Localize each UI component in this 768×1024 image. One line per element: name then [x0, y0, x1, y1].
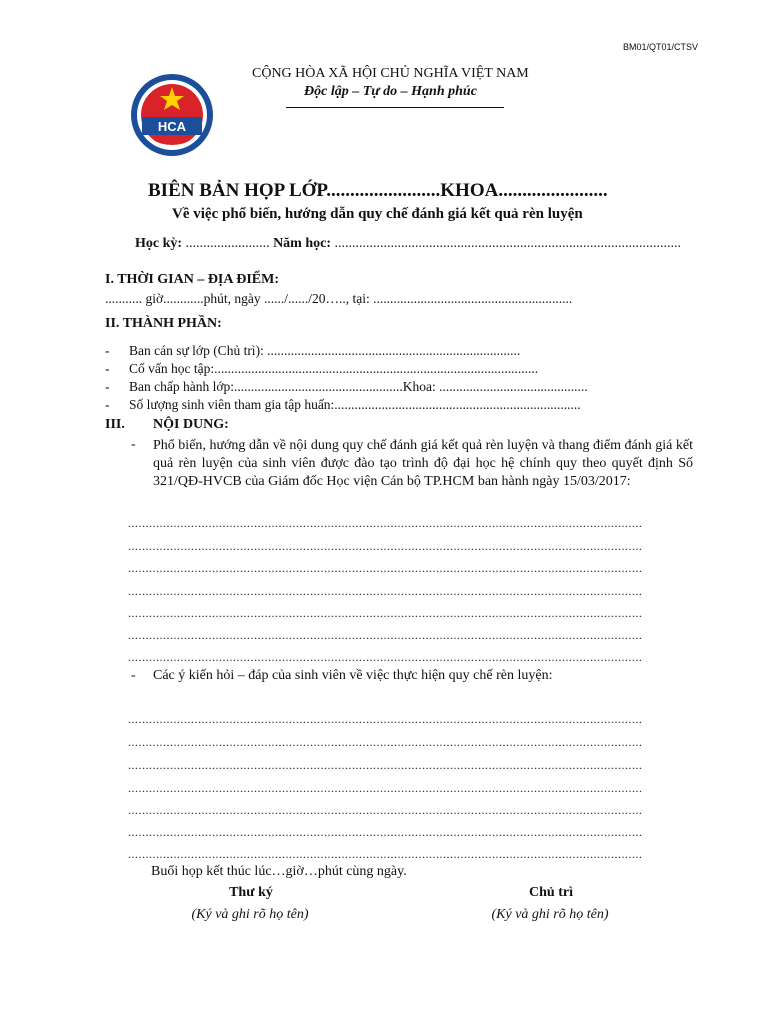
content-paragraph: Phổ biến, hướng dẫn về nội dung quy chế đánh giá kết quả rèn luyện và thang điểm đánh giá kết quả rèn luyện của sinh viên được đào tạo trình độ đại học hệ chính quy theo quyết định Số 321/QĐ-HVCB của Giám đốc Học viện Cán bộ TP.HCM ban hành ngày 15/03/2017:	[153, 438, 693, 489]
list-dash: -	[131, 668, 136, 683]
year-label: Năm học:	[273, 236, 331, 251]
document-title: BIÊN BẢN HỌP LỚP........................KHOA.......................	[148, 180, 608, 201]
term-field[interactable]: ........................	[182, 236, 274, 251]
closing-line: Buổi họp kết thúc lúc…giờ…phút cùng ngày.	[151, 864, 407, 879]
document-subtitle: Về việc phổ biến, hướng dẫn quy chế đánh giá kết quả rèn luyện	[172, 206, 583, 222]
semester-line	[135, 236, 681, 252]
national-motto: Độc lập – Tự do – Hạnh phúc	[304, 84, 477, 99]
participant-item	[105, 361, 539, 377]
year-field[interactable]: ...................................................................................................	[331, 236, 681, 251]
answer-line[interactable]: ...................................................................................................................................................	[128, 825, 643, 839]
nation-name: CỘNG HÒA XÃ HỘI CHỦ NGHĨA VIỆT NAM	[252, 66, 529, 81]
qa-heading: Các ý kiến hỏi – đáp của sinh viên về việc thực hiện quy chế rèn luyện:	[153, 668, 553, 683]
list-dash: -	[131, 437, 136, 452]
participant-text[interactable]: Ban cán sự lớp (Chủ trì): ...........................................................................	[129, 343, 521, 358]
chair-title: Chủ trì	[529, 885, 573, 900]
secretary-title: Thư ký	[229, 885, 273, 900]
answer-line[interactable]: ...................................................................................................................................................	[128, 539, 643, 553]
answer-line[interactable]: ...................................................................................................................................................	[128, 516, 643, 530]
time-place-line[interactable]: ........... giờ............phút, ngày ....../....../20….., tại: ...........................................................	[105, 291, 573, 306]
answer-line[interactable]: ...................................................................................................................................................	[128, 606, 643, 620]
participant-text[interactable]: Số lượng sinh viên tham gia tập huấn:.........................................................................	[129, 397, 581, 412]
participant-item	[105, 343, 521, 359]
answer-line[interactable]: ...................................................................................................................................................	[128, 650, 643, 664]
answer-line[interactable]: ...................................................................................................................................................	[128, 735, 643, 749]
answer-line[interactable]: ...................................................................................................................................................	[128, 847, 643, 861]
participant-text[interactable]: Ban chấp hành lớp:..................................................Khoa: ............................................	[129, 379, 588, 394]
form-code: BM01/QT01/CTSV	[622, 42, 698, 52]
list-dash: -	[105, 379, 110, 394]
answer-line[interactable]: ...................................................................................................................................................	[128, 584, 643, 598]
answer-line[interactable]: ...................................................................................................................................................	[128, 781, 643, 795]
secretary-signature	[176, 885, 326, 901]
list-dash: -	[105, 397, 110, 412]
term-label: Học kỳ:	[135, 236, 183, 251]
secretary-note: (Ký và ghi rõ họ tên)	[191, 907, 309, 922]
header-divider	[286, 107, 504, 108]
list-dash: -	[105, 343, 110, 358]
participant-item	[105, 379, 588, 395]
hca-logo-icon	[130, 73, 214, 157]
logo-text: HCA	[157, 119, 187, 134]
section-2-heading: II. THÀNH PHẦN:	[105, 316, 222, 331]
list-dash: -	[105, 361, 110, 376]
answer-line[interactable]: ...................................................................................................................................................	[128, 628, 643, 642]
chair-signature	[476, 885, 626, 901]
participant-text[interactable]: Cố vấn học tập:................................................................................................	[129, 361, 539, 376]
section-3-number: III.	[105, 417, 125, 432]
answer-line[interactable]: ...................................................................................................................................................	[128, 561, 643, 575]
answer-line[interactable]: ...................................................................................................................................................	[128, 758, 643, 772]
answer-line[interactable]: ...................................................................................................................................................	[128, 803, 643, 817]
section-1-heading: I. THỜI GIAN – ĐỊA ĐIỂM:	[105, 272, 279, 287]
section-3-heading: NỘI DUNG:	[153, 417, 229, 432]
answer-line[interactable]: ...................................................................................................................................................	[128, 712, 643, 726]
participant-item	[105, 397, 581, 413]
chair-note: (Ký và ghi rõ họ tên)	[491, 907, 609, 922]
